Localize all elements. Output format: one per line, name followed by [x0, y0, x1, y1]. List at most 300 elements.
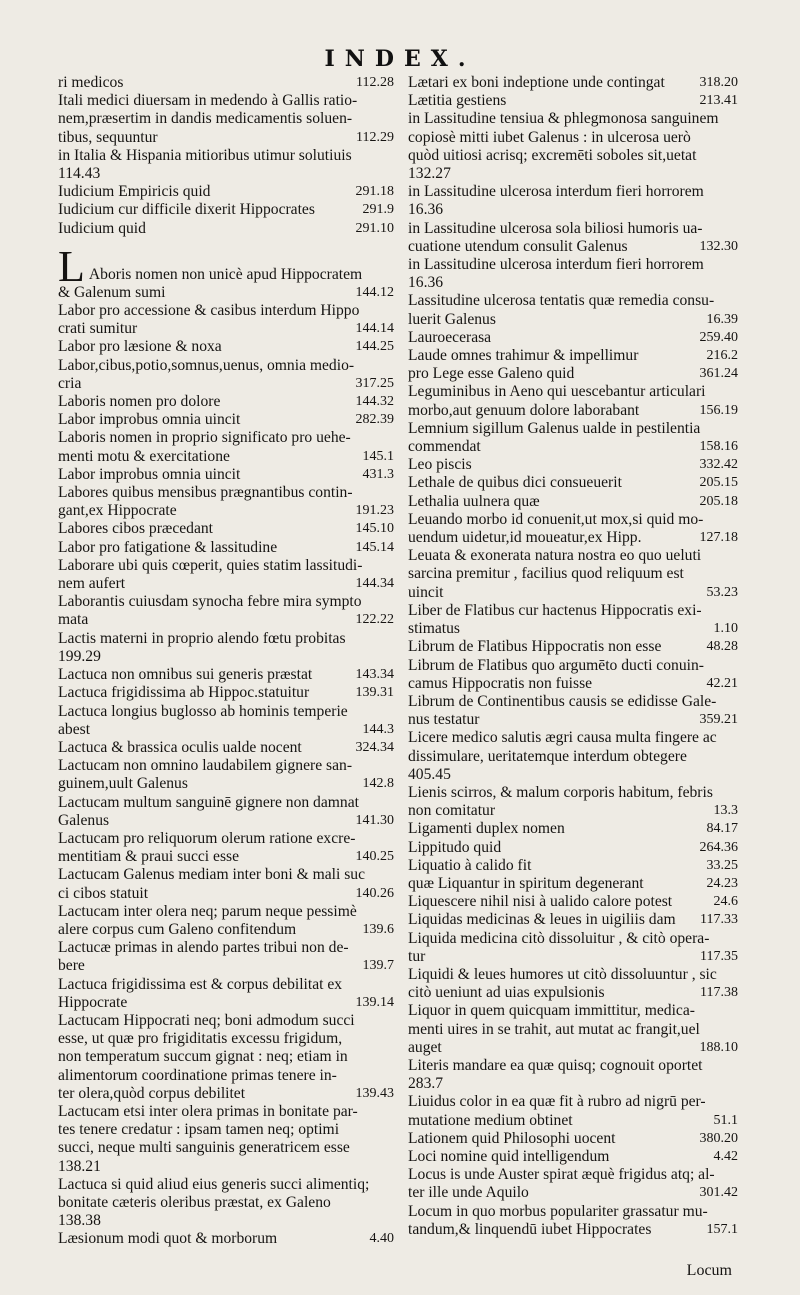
index-entry [58, 1139, 394, 1157]
index-entry [408, 1093, 738, 1111]
index-entry-text: Lactuca frigidissima est & corpus debilitat ex [58, 975, 343, 993]
index-entry-text: Leo piscis [408, 456, 472, 474]
index-entry [408, 1221, 738, 1239]
index-entry-page-ref: 318.20 [699, 75, 738, 90]
index-entry [58, 1230, 394, 1248]
index-entry [408, 1184, 738, 1202]
index-entry-text: Lactuca si quid aliud eius generis succi alimentiq; [58, 1175, 370, 1193]
index-entry-page-ref: 1.10 [713, 621, 738, 637]
index-entry-text: stimatus [408, 620, 460, 638]
index-entry-page-ref: 259.40 [699, 329, 738, 345]
index-entry [408, 1112, 738, 1130]
index-entry-text: bere [58, 957, 85, 975]
index-entry [58, 165, 394, 183]
index-entry [58, 1212, 394, 1230]
index-entry-text: abest [58, 720, 91, 738]
index-entry [408, 165, 738, 183]
index-entry-page-ref: 144.34 [355, 576, 394, 592]
index-entry-page-ref: 156.19 [699, 402, 738, 418]
drop-cap: L [58, 241, 85, 291]
index-entry-text: tandum,& linquendū iubet Hippocrates [408, 1220, 652, 1238]
index-entry-text: in Lassitudine ulcerosa sola biliosi humoris ua- [408, 219, 703, 237]
index-entry-page-ref: 361.24 [699, 366, 738, 382]
index-entry [58, 630, 394, 648]
index-entry [408, 402, 738, 420]
index-entry [58, 812, 394, 830]
index-entry [58, 92, 394, 110]
index-entry-text: Labor pro fatigatione & lassitudine [58, 538, 278, 556]
index-entry-text: Itali medici diuersam in medendo à Gallis ratio- [58, 92, 358, 110]
index-entry-text: Leguminibus in Aeno qui uescebantur articulari [408, 383, 706, 401]
index-entry-text: sarcina premitur , facilius quod reliquum est [408, 565, 684, 583]
index-entry [58, 110, 394, 128]
index-entry [58, 957, 394, 975]
index-entry [58, 393, 394, 411]
index-entry-text: quòd uitiosi acrisq; excremēti soboles sit,uetat [408, 146, 697, 164]
index-entry-text: cuatione utendum consulit Galenus [408, 237, 628, 255]
index-entry-text: Lætitia gestiens [408, 92, 507, 110]
index-entry [58, 238, 394, 248]
index-entry-text: esse, ut quæ pro frigiditatis excessu frigidum, [58, 1030, 343, 1048]
index-entry [408, 329, 738, 347]
index-entry-text: Liquidi & leues humores ut citò dissoluuntur , sic [408, 965, 717, 983]
index-entry [408, 766, 738, 784]
index-entry-text: Lætari ex boni indeptione unde contingat [408, 74, 665, 91]
index-entry-text: Liber de Flatibus cur hactenus Hippocratis exi- [408, 601, 702, 619]
index-entry [408, 729, 738, 747]
index-entry-page-ref: 141.30 [355, 812, 394, 828]
index-entry-page-ref: 33.25 [706, 857, 738, 873]
index-entry-page-ref: 42.21 [706, 675, 738, 691]
index-entry-text: Leuando morbo id conuenit,ut mox,si quid mo- [408, 510, 704, 528]
index-entry-page-ref: 213.41 [699, 93, 738, 109]
index-entry-page-ref: 291.10 [355, 220, 394, 236]
index-entry-page-ref: 127.18 [699, 530, 738, 546]
index-entry-text: Locus is unde Auster spirat æquè frigidus atq; al- [408, 1166, 715, 1184]
index-entry-text: 283.7 [408, 1075, 444, 1093]
index-entry [408, 383, 738, 401]
index-entry-page-ref: 359.21 [699, 712, 738, 728]
index-entry-text: quæ Liquantur in spiritum degenerant [408, 874, 644, 892]
index-entry-text: Labores cibos præcedant [58, 520, 214, 538]
index-entry-text: Lactucam multum sanguinē gignere non damnat [58, 793, 359, 811]
index-entry-text: uendum uidetur,id moueatur,ex Hipp. [408, 529, 642, 547]
index-entry [58, 976, 394, 994]
index-entry-text: Loci nomine quid intelligendum [408, 1147, 610, 1165]
index-entry-text: tur [408, 947, 426, 965]
index-entry [408, 438, 738, 456]
index-entry-text: commendat [408, 438, 481, 456]
index-entry [58, 648, 394, 666]
index-entry [408, 893, 738, 911]
index-entry-page-ref: 431.3 [362, 466, 394, 482]
index-entry-page-ref: 191.23 [355, 503, 394, 519]
index-entry [408, 1130, 738, 1148]
index-entry-text: Lactucam non omnino laudabilem gignere san- [58, 757, 353, 775]
index-entry-text: succi, neque multi sanguinis generatricem esse [58, 1139, 350, 1157]
index-entry-page-ref: 144.14 [355, 321, 394, 337]
index-entry-page-ref: 132.30 [699, 238, 738, 254]
index-entry-text: ri medicos [58, 74, 124, 91]
index-entry-page-ref: 16.39 [706, 311, 738, 327]
index-entry-text: nem,præsertim in dandis medicamentis soluen- [58, 110, 353, 128]
index-entry [408, 238, 738, 256]
index-entry-text: Liquidas medicinas & leues in uigiliis dam [408, 911, 676, 929]
index-entry [58, 921, 394, 939]
index-entry-page-ref: 142.8 [362, 776, 394, 792]
index-entry [58, 1085, 394, 1103]
index-entry-page-ref: 139.43 [355, 1085, 394, 1101]
index-entry-text: in Lassitudine tensiua & phlegmonosa sanguinem [408, 110, 719, 128]
index-entry [58, 338, 394, 356]
index-entry-text: mutatione medium obtinet [408, 1111, 573, 1129]
index-entry [58, 703, 394, 721]
index-entry [58, 903, 394, 921]
index-entry [408, 966, 738, 984]
index-entry [408, 565, 738, 583]
index-entry-page-ref: 117.35 [700, 948, 738, 964]
index-entry-text: 138.21 [58, 1157, 101, 1175]
index-entry-text: Iudicium Empiricis quid [58, 183, 211, 201]
index-entry [58, 302, 394, 320]
index-entry [58, 357, 394, 375]
index-entry [408, 657, 738, 675]
index-entry [408, 948, 738, 966]
index-entry-text: Labor,cibus,potio,somnus,uenus, omnia medio- [58, 356, 355, 374]
index-entry-text: Iudicium quid [58, 219, 146, 237]
index-entry-page-ref: 264.36 [699, 839, 738, 855]
index-entry [58, 129, 394, 147]
index-entry [58, 520, 394, 538]
index-entry [58, 1121, 394, 1139]
index-entry [408, 474, 738, 492]
index-entry-text: bonitate cæteris oleribus præstat, ex Galeno [58, 1193, 331, 1211]
index-entry-text: Lippitudo quid [408, 838, 502, 856]
index-entry-text: Laborantis cuiusdam synocha febre mira sympto [58, 593, 362, 611]
index-entry [408, 1075, 738, 1093]
index-entry-page-ref: 291.9 [362, 202, 394, 218]
index-entry [58, 1158, 394, 1176]
index-entry-page-ref: 145.1 [362, 448, 394, 464]
index-entry-text: 138.38 [58, 1212, 101, 1230]
index-entry-text: Lactuca non omnibus sui generis præstat [58, 666, 313, 684]
index-entry [408, 74, 738, 92]
index-entry-page-ref: 117.38 [700, 985, 738, 1001]
index-entry-text: Lethalia uulnera quæ [408, 492, 540, 510]
index-entry-page-ref: 145.10 [355, 521, 394, 537]
index-entry [58, 593, 394, 611]
index-entry-text: Lactucæ primas in alendo partes tribui non de- [58, 939, 349, 957]
index-entry-text: Laborare ubi quis cœperit, quies statim lassitudi- [58, 556, 363, 574]
index-entry [58, 939, 394, 957]
index-entry-text: camus Hippocratis non fuisse [408, 674, 593, 692]
index-entry-page-ref: 140.26 [355, 885, 394, 901]
index-entry-page-ref: 51.1 [713, 1112, 738, 1128]
index-entry-page-ref: 144.12 [355, 284, 394, 300]
index-entry-text: Ligamenti duplex nomen [408, 820, 565, 838]
index-entry [408, 256, 738, 274]
index-entry [408, 201, 738, 219]
index-entry-page-ref: 84.17 [706, 821, 738, 837]
index-entry [408, 1002, 738, 1020]
index-entry-text: nus testatur [408, 711, 480, 729]
index-entry-page-ref: 291.18 [355, 184, 394, 200]
index-entry [58, 611, 394, 629]
index-entry-page-ref: 332.42 [699, 457, 738, 473]
index-entry-page-ref: 144.25 [355, 339, 394, 355]
index-entry-text: in Lassitudine ulcerosa interdum fieri horrorem [408, 256, 704, 274]
index-entry-page-ref: 117.33 [700, 912, 738, 928]
index-entry-page-ref: 144.3 [362, 721, 394, 737]
index-entry [408, 911, 738, 929]
index-entry-page-ref: 145.14 [355, 539, 394, 555]
index-entry [408, 1148, 738, 1166]
index-entry-page-ref: 317.25 [355, 375, 394, 391]
index-entry [408, 110, 738, 128]
left-column [58, 74, 394, 1249]
index-entry-text: mata [58, 611, 89, 629]
index-entry-page-ref: 4.40 [369, 1231, 394, 1247]
index-entry [58, 1067, 394, 1085]
index-entry-page-ref: 53.23 [706, 584, 738, 600]
index-entry-text: Lactucam etsi inter olera primas in bonitate par- [58, 1102, 358, 1120]
index-entry-page-ref: 380.20 [699, 1130, 738, 1146]
index-entry [408, 347, 738, 365]
right-column [408, 74, 738, 1239]
index-entry [408, 129, 738, 147]
index-entry-text: in Italia & Hispania mitioribus utimur solutiuis [58, 146, 352, 164]
index-entry [58, 1176, 394, 1194]
index-entry [58, 557, 394, 575]
index-entry [58, 466, 394, 484]
index-entry-page-ref: 205.18 [699, 493, 738, 509]
index-entry [408, 1166, 738, 1184]
index-entry [408, 693, 738, 711]
index-entry [408, 311, 738, 329]
index-entry-text: Liquida medicina citò dissoluitur , & citò opera- [408, 929, 710, 947]
index-entry-text: non comitatur [408, 802, 496, 820]
index-entry-text: Galenus [58, 811, 110, 829]
index-entry [58, 666, 394, 684]
index-entry-text: Licere medico salutis ægri causa multa fingere ac [408, 729, 717, 747]
index-entry-text: Liquescere nihil nisi à ualido calore potest [408, 893, 673, 911]
index-entry-text: Lactuca longius buglosso ab hominis temperie [58, 702, 348, 720]
index-entry-page-ref: 139.31 [355, 685, 394, 701]
index-entry [408, 820, 738, 838]
index-entry-text: dissimulare, ueritatemque interdum obtegere [408, 747, 687, 765]
index-entry-text: Locum in quo morbus populariter grassatur mu- [408, 1202, 708, 1220]
index-entry-page-ref: 282.39 [355, 412, 394, 428]
index-entry-text: Laude omnes trahimur & impellimur [408, 347, 639, 365]
index-entry-page-ref: 122.22 [355, 612, 394, 628]
index-entry [58, 1030, 394, 1048]
index-entry [58, 220, 394, 238]
index-entry [408, 638, 738, 656]
index-entry [58, 757, 394, 775]
index-entry [408, 711, 738, 729]
index-entry-text: pro Lege esse Galeno quid [408, 365, 575, 383]
index-entry-page-ref: 48.28 [706, 639, 738, 655]
index-entry-text: Laboris nomen in proprio significato pro uehe- [58, 429, 351, 447]
index-entry [408, 784, 738, 802]
index-entry-text: tibus, sequuntur [58, 128, 158, 146]
index-entry-text: gant,ex Hippocrate [58, 502, 177, 520]
index-entry-page-ref: 157.1 [706, 1221, 738, 1237]
index-entry-text: Labor improbus omnia uincit [58, 411, 241, 429]
index-entry [58, 830, 394, 848]
index-entry [408, 147, 738, 165]
index-entry-text: Lactuca frigidissima ab Hippoc.statuitur [58, 684, 310, 702]
index-entry [58, 775, 394, 793]
index-entry [58, 848, 394, 866]
index-entry-text: tes tenere credatur : ipsam tamen neq; optimi [58, 1121, 340, 1139]
index-entry-text: Lemnium sigillum Galenus ualde in pestilentia [408, 419, 701, 437]
index-entry [58, 411, 394, 429]
index-entry-text: menti uires in se trahit, aut mutat ac frangit,uel [408, 1020, 700, 1038]
index-entry-text: Aboris nomen non unicè apud Hippocratem [88, 265, 363, 283]
index-entry-page-ref: 143.34 [355, 667, 394, 683]
index-entry [408, 1203, 738, 1221]
index-entry-page-ref: 158.16 [699, 439, 738, 455]
index-entry-page-ref: 216.2 [706, 348, 738, 364]
index-entry [58, 721, 394, 739]
index-entry-text: Labores quibus mensibus prægnantibus contin- [58, 484, 353, 502]
index-entry [408, 1021, 738, 1039]
index-entry-text: Labor improbus omnia uincit [58, 465, 241, 483]
index-entry [58, 994, 394, 1012]
index-entry [408, 602, 738, 620]
index-entry-text: Leuata & exonerata natura nostra eo quo ueluti [408, 547, 702, 565]
index-entry-text: ci cibos statuit [58, 884, 149, 902]
index-entry [408, 456, 738, 474]
index-entry [408, 839, 738, 857]
index-entry [408, 1039, 738, 1057]
index-entry [408, 183, 738, 201]
index-entry-text: Liuidus color in ea quæ fit à rubro ad nigrū per- [408, 1093, 706, 1111]
index-entry-text: 114.43 [58, 165, 101, 183]
index-entry [408, 220, 738, 238]
index-entry-page-ref: 144.32 [355, 394, 394, 410]
index-entry-text: non temperatum succum gignat : neq; etiam in [58, 1048, 348, 1066]
index-entry-text: auget [408, 1038, 442, 1056]
index-entry [58, 74, 394, 92]
index-entry [58, 575, 394, 593]
index-entry [408, 584, 738, 602]
index-entry-text: Liquatio à calido fit [408, 856, 532, 874]
index-entry-text: Lactucam Galenus mediam inter boni & mali suc [58, 866, 366, 884]
index-entry [58, 147, 394, 165]
index-entry-text: alere corpus cum Galeno confitendum [58, 920, 297, 938]
index-entry [408, 857, 738, 875]
index-entry-text: 405.45 [408, 765, 451, 783]
index-entry [408, 620, 738, 638]
index-entry [408, 529, 738, 547]
index-entry [58, 183, 394, 201]
index-entry [408, 493, 738, 511]
index-entry [408, 92, 738, 110]
index-entry-text: Iudicium cur difficile dixerit Hippocrates [58, 201, 315, 219]
index-entry-text: Lienis scirros, & malum corporis habitum, febris [408, 783, 713, 801]
index-entry [58, 739, 394, 757]
index-entry-page-ref: 140.25 [355, 849, 394, 865]
index-entry-page-ref: 112.28 [356, 75, 394, 90]
index-entry [58, 502, 394, 520]
index-entry [58, 794, 394, 812]
index-entry [58, 320, 394, 338]
index-entry [408, 875, 738, 893]
index-entry-text: 16.36 [408, 201, 444, 219]
index-entry-text: Lactuca & brassica oculis ualde nocent [58, 738, 302, 756]
index-entry-page-ref: 24.23 [706, 875, 738, 891]
index-entry-text: crati sumitur [58, 320, 138, 338]
catchword: Locum [686, 1262, 732, 1279]
index-entry [58, 885, 394, 903]
index-entry-page-ref: 139.6 [362, 921, 394, 937]
index-entry-text: ter olera,quòd corpus debilitet [58, 1084, 246, 1102]
index-entry-page-ref: 324.34 [355, 739, 394, 755]
index-entry-text: citò ueniunt ad uias expulsionis [408, 984, 605, 1002]
index-entry [408, 292, 738, 310]
index-entry-text: menti motu & exercitatione [58, 447, 230, 465]
index-entry-page-ref: 24.6 [713, 894, 738, 910]
index-entry-page-ref: 205.15 [699, 475, 738, 491]
index-entry [58, 201, 394, 219]
index-entry-text: Lactis materni in proprio alendo fœtu probitas [58, 629, 346, 647]
index-entry-page-ref: 139.7 [362, 958, 394, 974]
index-entry [408, 748, 738, 766]
index-entry [408, 984, 738, 1002]
index-entry [408, 420, 738, 438]
index-entry [408, 547, 738, 565]
index-entry [58, 448, 394, 466]
index-entry-text: Lauroecerasa [408, 328, 492, 346]
index-entry [408, 675, 738, 693]
index-entry-text: Librum de Flatibus quo argumēto ducti conuin- [408, 656, 704, 674]
index-entry-text: mentitiam & praui succi esse [58, 848, 240, 866]
index-entry-page-ref: 112.29 [356, 129, 394, 145]
index-entry-text: ter ille unde Aquilo [408, 1184, 529, 1202]
index-entry-text: Librum de Continentibus causis se edidisse Gale- [408, 692, 717, 710]
index-entry [408, 1057, 738, 1075]
index-entry-page-ref: 13.3 [713, 803, 738, 819]
index-entry-text: Lactucam Hippocrati neq; boni admodum succi [58, 1011, 355, 1029]
index-entry [408, 274, 738, 292]
index-entry-text: 199.29 [58, 647, 101, 665]
index-entry-text: guinem,uult Galenus [58, 775, 188, 793]
index-entry-text: Lactucam pro reliquorum olerum ratione excre- [58, 829, 356, 847]
index-entry-text: & Galenum sumi [58, 283, 166, 301]
index-entry-text: Lassitudine ulcerosa tentatis quæ remedia consu- [408, 292, 715, 310]
index-entry-page-ref: 4.42 [713, 1148, 738, 1164]
page-header: INDEX. [324, 46, 476, 72]
index-entry [58, 1194, 394, 1212]
index-entry-page-ref: 188.10 [699, 1039, 738, 1055]
index-entry [58, 1103, 394, 1121]
index-entry-text: Liquor in quem quicquam immittitur, medica- [408, 1002, 695, 1020]
index-entry [58, 484, 394, 502]
index-entry-text: Laboris nomen pro dolore [58, 393, 221, 411]
index-entry-text: Hippocrate [58, 993, 128, 1011]
index-entry-text: Lethale de quibus dici consueuerit [408, 474, 622, 492]
index-entry [58, 866, 394, 884]
index-entry [58, 684, 394, 702]
index-entry [58, 1048, 394, 1066]
index-entry [58, 375, 394, 393]
index-entry-text: copiosè mitti iubet Galenus : in ulcerosa uerò [408, 128, 691, 146]
index-entry [408, 511, 738, 529]
index-entry-text: Lactucam inter olera neq; parum neque pessimè [58, 902, 357, 920]
index-entry-text: cria [58, 374, 82, 392]
